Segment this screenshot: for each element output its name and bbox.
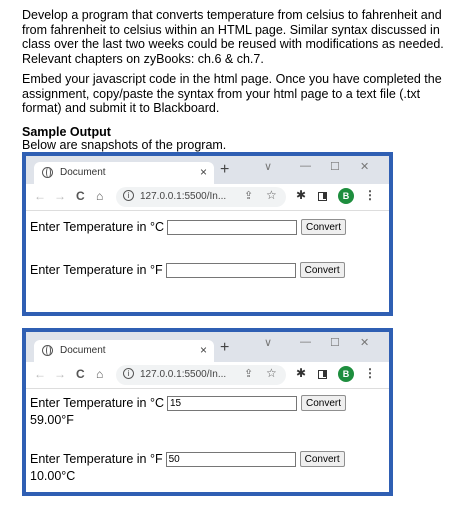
info-icon[interactable]: i (123, 368, 134, 379)
globe-icon (42, 345, 53, 356)
menu-icon[interactable]: ⋮ (364, 366, 376, 380)
side-panel-icon[interactable] (318, 192, 327, 201)
fahrenheit-row (30, 451, 345, 467)
close-tab-icon[interactable]: × (199, 165, 207, 179)
reload-icon[interactable]: C (76, 367, 85, 381)
tab-title: Document (60, 167, 106, 178)
minimize-icon[interactable]: — (300, 336, 311, 348)
convert-fahrenheit-button[interactable]: Convert (300, 451, 345, 467)
submission-paragraph: Embed your javascript code in the html page. Once you have completed the assignment, copy/paste the syntax from your html page to a text file (.txt format) and submit it to Blackboard. (22, 72, 442, 115)
convert-celsius-button[interactable]: Convert (301, 395, 346, 411)
side-panel-icon[interactable] (318, 370, 327, 379)
chevron-down-icon[interactable]: ∨ (264, 337, 273, 349)
fahrenheit-result: 10.00°C (30, 469, 76, 483)
fahrenheit-input[interactable] (166, 263, 296, 278)
fahrenheit-row (30, 262, 345, 278)
extensions-icon[interactable]: ✱ (296, 188, 307, 202)
forward-icon[interactable]: → (54, 367, 66, 381)
fahrenheit-input[interactable] (166, 452, 296, 467)
celsius-label: Enter Temperature in °C (30, 220, 164, 234)
share-icon[interactable]: ⇪ (244, 190, 254, 202)
maximize-icon[interactable]: ☐ (330, 161, 340, 173)
new-tab-icon[interactable]: + (220, 161, 230, 178)
sample-output-subtitle: Below are snapshots of the program. (22, 138, 227, 152)
tab-document[interactable] (34, 162, 214, 184)
address-bar[interactable] (116, 365, 286, 385)
window-close-icon[interactable]: ✕ (360, 161, 370, 173)
star-icon[interactable]: ☆ (266, 188, 277, 202)
browser-toolbar (26, 362, 389, 389)
tab-bar (26, 332, 389, 362)
new-tab-icon[interactable]: + (220, 339, 230, 356)
minimize-icon[interactable]: — (300, 160, 311, 172)
celsius-row (30, 395, 346, 411)
address-bar[interactable] (116, 187, 286, 207)
home-icon[interactable]: ⌂ (96, 367, 104, 381)
convert-fahrenheit-button[interactable]: Convert (300, 262, 345, 278)
celsius-row (30, 219, 346, 235)
fahrenheit-label: Enter Temperature in °F (30, 263, 163, 277)
maximize-icon[interactable]: ☐ (330, 337, 340, 349)
globe-icon (42, 167, 53, 178)
avatar[interactable]: B (338, 188, 354, 204)
browser-screenshot-filled (22, 328, 393, 496)
back-icon[interactable]: ← (34, 367, 46, 381)
convert-celsius-button[interactable]: Convert (301, 219, 346, 235)
url-text: 127.0.0.1:5500/In... (140, 191, 227, 202)
celsius-result: 59.00°F (30, 413, 74, 427)
celsius-input[interactable] (167, 220, 297, 235)
browser-screenshot-empty (22, 152, 393, 316)
avatar[interactable]: B (338, 366, 354, 382)
celsius-input[interactable] (167, 396, 297, 411)
tab-document[interactable] (34, 340, 214, 362)
sample-output-heading: Sample Output (22, 125, 111, 139)
share-icon[interactable]: ⇪ (244, 368, 254, 380)
browser-toolbar (26, 184, 389, 211)
chevron-down-icon[interactable]: ∨ (264, 161, 273, 173)
tab-bar (26, 156, 389, 184)
star-icon[interactable]: ☆ (266, 366, 277, 380)
menu-icon[interactable]: ⋮ (364, 188, 376, 202)
reload-icon[interactable]: C (76, 189, 85, 203)
window-close-icon[interactable]: ✕ (360, 337, 370, 349)
close-tab-icon[interactable]: × (199, 343, 207, 357)
tab-title: Document (60, 345, 106, 356)
home-icon[interactable]: ⌂ (96, 189, 104, 203)
info-icon[interactable]: i (123, 190, 134, 201)
forward-icon[interactable]: → (54, 189, 66, 203)
assignment-paragraph: Develop a program that converts temperature from celsius to fahrenheit and from fahrenheit to celsius within an HTML page. Similar syntax discussed in class over the last two weeks could be reused with modifications as needed. Relevant chapters on zyBooks: ch.6 & ch.7. (22, 8, 444, 66)
url-text: 127.0.0.1:5500/In... (140, 369, 227, 380)
extensions-icon[interactable]: ✱ (296, 366, 307, 380)
fahrenheit-label: Enter Temperature in °F (30, 452, 163, 466)
back-icon[interactable]: ← (34, 189, 46, 203)
celsius-label: Enter Temperature in °C (30, 396, 164, 410)
